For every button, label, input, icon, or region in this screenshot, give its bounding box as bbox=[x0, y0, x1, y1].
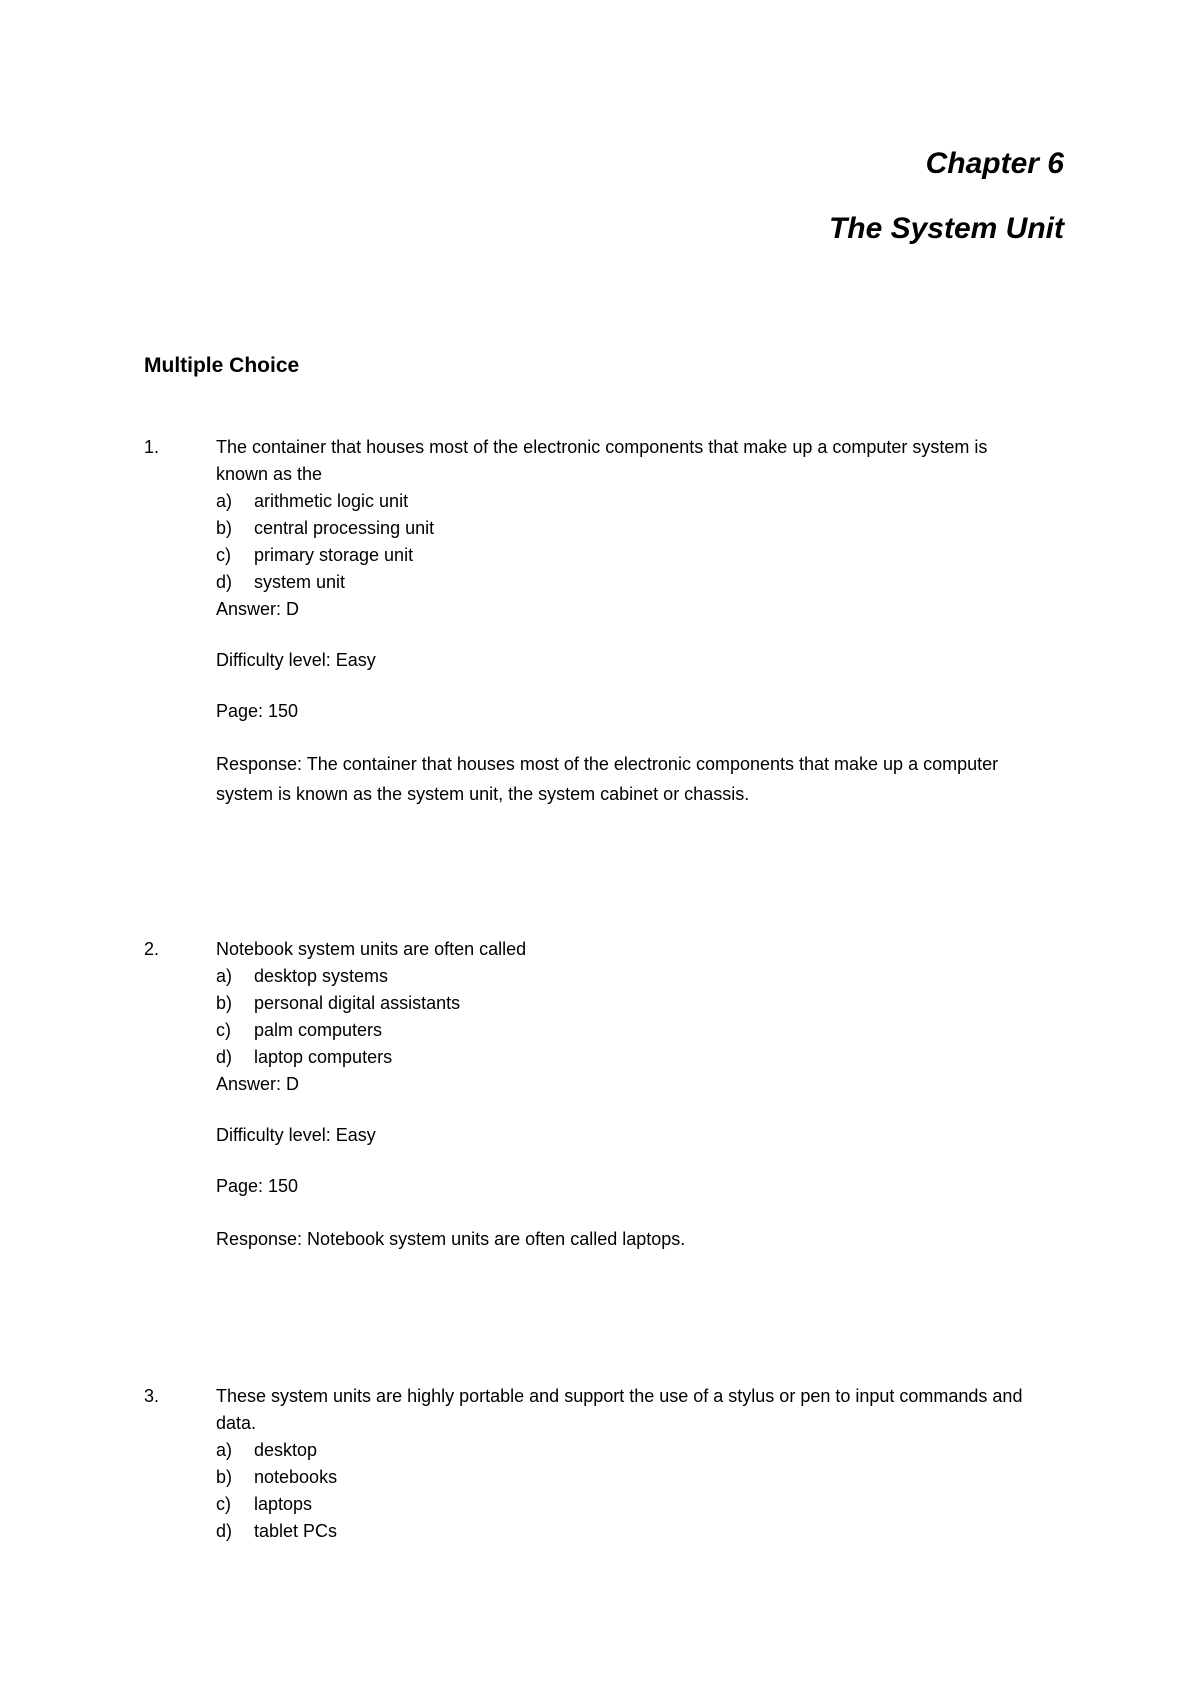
option-letter: b) bbox=[216, 993, 233, 1013]
option-letter: b) bbox=[216, 518, 233, 538]
chapter-title: The System Unit bbox=[828, 212, 1064, 245]
option-letter: a) bbox=[216, 491, 233, 511]
difficulty-level: Difficulty level: Easy bbox=[216, 650, 376, 670]
option-b bbox=[216, 990, 1036, 1017]
option-text: personal digital assistants bbox=[254, 993, 461, 1013]
option-text: notebooks bbox=[254, 1467, 338, 1487]
option-letter: d) bbox=[216, 1521, 233, 1541]
answer-options bbox=[216, 963, 1036, 1071]
chapter-number: Chapter 6 bbox=[925, 147, 1064, 180]
option-text: laptop computers bbox=[254, 1047, 393, 1067]
option-letter: c) bbox=[216, 1020, 231, 1040]
question-body bbox=[216, 936, 1036, 1254]
question-number: 2. bbox=[144, 939, 160, 959]
option-c bbox=[216, 1491, 1036, 1518]
answer-options bbox=[216, 488, 1036, 596]
option-d bbox=[216, 1044, 1036, 1071]
option-letter: c) bbox=[216, 1494, 231, 1514]
answer-key: Answer: D bbox=[216, 1074, 300, 1094]
question-number: 1. bbox=[144, 437, 160, 457]
option-b bbox=[216, 1464, 1036, 1491]
question-stem: These system units are highly portable and support the use of a stylus or pen to input commands and data. bbox=[216, 1386, 1023, 1433]
answer-key: Answer: D bbox=[216, 599, 300, 619]
page-reference: Page: 150 bbox=[216, 1176, 299, 1196]
option-letter: b) bbox=[216, 1467, 233, 1487]
option-d bbox=[216, 1518, 1036, 1545]
option-c bbox=[216, 1017, 1036, 1044]
response-explanation: Response: Notebook system units are often called laptops. bbox=[216, 1229, 686, 1249]
option-b bbox=[216, 515, 1036, 542]
section-heading: Multiple Choice bbox=[144, 354, 300, 377]
option-text: tablet PCs bbox=[254, 1521, 338, 1541]
answer-options bbox=[216, 1437, 1036, 1545]
option-letter: d) bbox=[216, 1047, 233, 1067]
question-body bbox=[216, 434, 1036, 809]
option-text: primary storage unit bbox=[254, 545, 414, 565]
difficulty-level: Difficulty level: Easy bbox=[216, 1125, 376, 1145]
option-text: system unit bbox=[254, 572, 346, 592]
option-text: palm computers bbox=[254, 1020, 383, 1040]
option-text: arithmetic logic unit bbox=[254, 491, 409, 511]
option-letter: a) bbox=[216, 1440, 233, 1460]
option-a bbox=[216, 488, 1036, 515]
question-3 bbox=[144, 1383, 1044, 1545]
question-1 bbox=[144, 434, 1044, 809]
option-letter: d) bbox=[216, 572, 233, 592]
option-a bbox=[216, 963, 1036, 990]
question-stem: Notebook system units are often called bbox=[216, 939, 527, 959]
question-2 bbox=[144, 936, 1044, 1254]
option-a bbox=[216, 1437, 1036, 1464]
option-letter: c) bbox=[216, 545, 231, 565]
question-stem: The container that houses most of the electronic components that make up a computer system is known as the bbox=[216, 437, 988, 484]
option-text: desktop bbox=[254, 1440, 318, 1460]
option-c bbox=[216, 542, 1036, 569]
option-text: laptops bbox=[254, 1494, 313, 1514]
response-explanation: Response: The container that houses most of the electronic components that make up a computer system is known as the system unit, the system cabinet or chassis. bbox=[216, 754, 999, 804]
page-reference: Page: 150 bbox=[216, 701, 299, 721]
option-text: central processing unit bbox=[254, 518, 435, 538]
question-body bbox=[216, 1383, 1036, 1545]
question-number: 3. bbox=[144, 1386, 160, 1406]
option-letter: a) bbox=[216, 966, 233, 986]
option-d bbox=[216, 569, 1036, 596]
option-text: desktop systems bbox=[254, 966, 389, 986]
